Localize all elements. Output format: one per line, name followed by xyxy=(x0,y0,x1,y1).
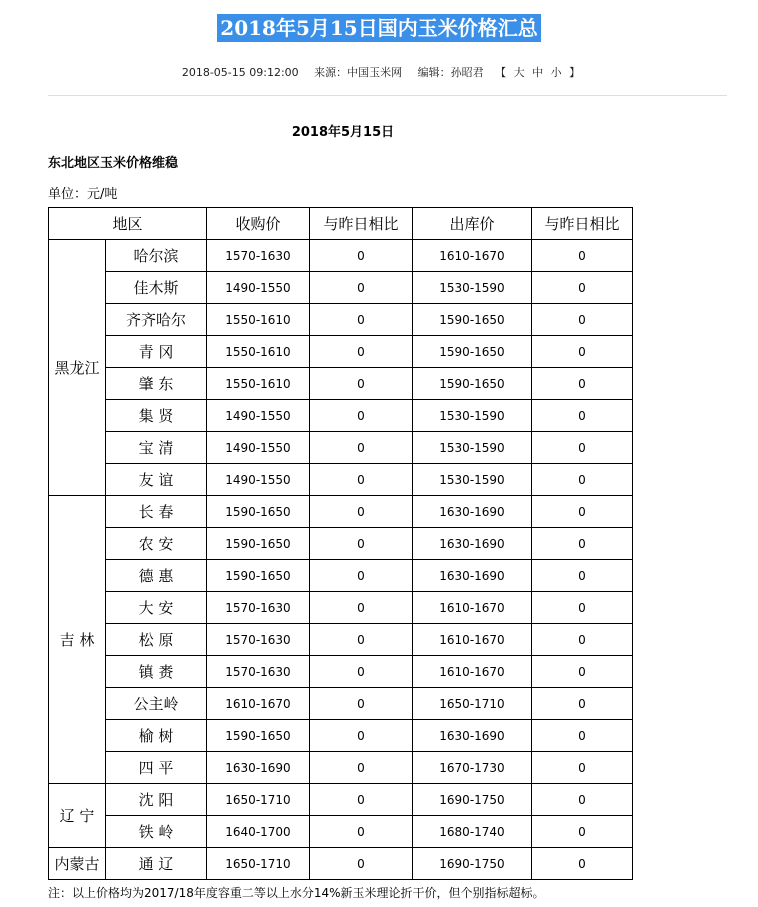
out-change-cell: 0 xyxy=(532,560,633,592)
city-cell: 沈 阳 xyxy=(106,784,207,816)
out-change-cell: 0 xyxy=(532,304,633,336)
out-price-cell: 1530-1590 xyxy=(413,464,532,496)
city-cell: 铁 岭 xyxy=(106,816,207,848)
out-change-cell: 0 xyxy=(532,272,633,304)
title-wrapper xyxy=(0,14,758,42)
buy-price-cell: 1640-1700 xyxy=(207,816,310,848)
city-cell: 松 原 xyxy=(106,624,207,656)
buy-change-cell: 0 xyxy=(310,240,413,272)
out-price-cell: 1630-1690 xyxy=(413,496,532,528)
table-row xyxy=(49,432,633,464)
out-change-cell: 0 xyxy=(532,848,633,880)
header-out-change: 与昨日相比 xyxy=(532,208,633,240)
buy-price-cell: 1570-1630 xyxy=(207,592,310,624)
out-price-cell: 1650-1710 xyxy=(413,688,532,720)
buy-change-cell: 0 xyxy=(310,464,413,496)
buy-price-cell: 1490-1550 xyxy=(207,400,310,432)
header-divider xyxy=(48,95,727,96)
out-price-cell: 1630-1690 xyxy=(413,720,532,752)
table-row xyxy=(49,336,633,368)
out-change-cell: 0 xyxy=(532,688,633,720)
city-cell: 榆 树 xyxy=(106,720,207,752)
buy-change-cell: 0 xyxy=(310,272,413,304)
buy-price-cell: 1490-1550 xyxy=(207,464,310,496)
out-price-cell: 1670-1730 xyxy=(413,752,532,784)
buy-change-cell: 0 xyxy=(310,656,413,688)
table-row xyxy=(49,304,633,336)
city-cell: 肇 东 xyxy=(106,368,207,400)
font-size-large-link[interactable]: 大 xyxy=(513,66,525,79)
table-body xyxy=(49,240,633,880)
buy-change-cell: 0 xyxy=(310,784,413,816)
buy-change-cell: 0 xyxy=(310,688,413,720)
out-change-cell: 0 xyxy=(532,816,633,848)
out-price-cell: 1590-1650 xyxy=(413,368,532,400)
out-change-cell: 0 xyxy=(532,496,633,528)
table-header-row xyxy=(49,208,633,240)
buy-price-cell: 1590-1650 xyxy=(207,720,310,752)
buy-change-cell: 0 xyxy=(310,368,413,400)
city-cell: 公主岭 xyxy=(106,688,207,720)
city-cell: 集 贤 xyxy=(106,400,207,432)
footnote: 注：以上价格均为2017/18年度容重二等以上水分14%新玉米理论折干价，但个别指标超标。 xyxy=(48,886,545,900)
table-row xyxy=(49,464,633,496)
region-cell: 黑龙江 xyxy=(49,240,106,496)
unit-label: 单位：元/吨 xyxy=(48,187,118,202)
city-cell: 四 平 xyxy=(106,752,207,784)
table-row xyxy=(49,784,633,816)
out-price-cell: 1680-1740 xyxy=(413,816,532,848)
header-buy-price: 收购价 xyxy=(207,208,310,240)
out-price-cell: 1590-1650 xyxy=(413,304,532,336)
table-row xyxy=(49,752,633,784)
buy-price-cell: 1570-1630 xyxy=(207,240,310,272)
buy-change-cell: 0 xyxy=(310,400,413,432)
out-change-cell: 0 xyxy=(532,720,633,752)
article-title: 2018年5月15日国内玉米价格汇总 xyxy=(217,14,540,42)
out-price-cell: 1610-1670 xyxy=(413,656,532,688)
buy-change-cell: 0 xyxy=(310,624,413,656)
buy-price-cell: 1650-1710 xyxy=(207,848,310,880)
out-change-cell: 0 xyxy=(532,752,633,784)
out-change-cell: 0 xyxy=(532,240,633,272)
table-row xyxy=(49,368,633,400)
region-cell: 内蒙古 xyxy=(49,848,106,880)
region-cell: 辽 宁 xyxy=(49,784,106,848)
buy-price-cell: 1490-1550 xyxy=(207,432,310,464)
table-row xyxy=(49,624,633,656)
buy-price-cell: 1550-1610 xyxy=(207,304,310,336)
table-row xyxy=(49,816,633,848)
font-size-medium-link[interactable]: 中 xyxy=(532,66,544,79)
source-label: 来源：中国玉米网 xyxy=(314,66,403,79)
out-change-cell: 0 xyxy=(532,656,633,688)
out-change-cell: 0 xyxy=(532,368,633,400)
buy-change-cell: 0 xyxy=(310,848,413,880)
buy-change-cell: 0 xyxy=(310,304,413,336)
out-price-cell: 1630-1690 xyxy=(413,560,532,592)
out-price-cell: 1610-1670 xyxy=(413,624,532,656)
city-cell: 长 春 xyxy=(106,496,207,528)
table-row xyxy=(49,688,633,720)
out-change-cell: 0 xyxy=(532,432,633,464)
city-cell: 佳木斯 xyxy=(106,272,207,304)
table-row xyxy=(49,848,633,880)
buy-change-cell: 0 xyxy=(310,336,413,368)
out-price-cell: 1610-1670 xyxy=(413,592,532,624)
price-table xyxy=(48,207,633,880)
table-row xyxy=(49,720,633,752)
publish-datetime: 2018-05-15 09:12:00 xyxy=(181,66,299,79)
buy-change-cell: 0 xyxy=(310,592,413,624)
buy-price-cell: 1590-1650 xyxy=(207,560,310,592)
city-cell: 友 谊 xyxy=(106,464,207,496)
table-row xyxy=(49,400,633,432)
out-change-cell: 0 xyxy=(532,336,633,368)
out-price-cell: 1530-1590 xyxy=(413,432,532,464)
out-change-cell: 0 xyxy=(532,592,633,624)
date-heading: 2018年5月15日 xyxy=(291,125,395,140)
buy-change-cell: 0 xyxy=(310,752,413,784)
city-cell: 镇 赉 xyxy=(106,656,207,688)
font-size-bracket-open: 【 xyxy=(495,66,507,79)
table-row xyxy=(49,240,633,272)
out-price-cell: 1690-1750 xyxy=(413,848,532,880)
city-cell: 德 惠 xyxy=(106,560,207,592)
out-price-cell: 1530-1590 xyxy=(413,400,532,432)
buy-price-cell: 1610-1670 xyxy=(207,688,310,720)
out-change-cell: 0 xyxy=(532,528,633,560)
city-cell: 通 辽 xyxy=(106,848,207,880)
region-cell: 吉 林 xyxy=(49,496,106,784)
buy-price-cell: 1630-1690 xyxy=(207,752,310,784)
city-cell: 大 安 xyxy=(106,592,207,624)
buy-price-cell: 1550-1610 xyxy=(207,336,310,368)
header-out-price: 出库价 xyxy=(413,208,532,240)
table-row xyxy=(49,272,633,304)
out-change-cell: 0 xyxy=(532,400,633,432)
out-change-cell: 0 xyxy=(532,464,633,496)
buy-change-cell: 0 xyxy=(310,528,413,560)
buy-price-cell: 1490-1550 xyxy=(207,272,310,304)
out-price-cell: 1590-1650 xyxy=(413,336,532,368)
font-size-bracket-close: 】 xyxy=(569,66,581,79)
city-cell: 青 冈 xyxy=(106,336,207,368)
table-row xyxy=(49,656,633,688)
buy-change-cell: 0 xyxy=(310,560,413,592)
table-row xyxy=(49,528,633,560)
buy-change-cell: 0 xyxy=(310,432,413,464)
table-row xyxy=(49,560,633,592)
out-price-cell: 1630-1690 xyxy=(413,528,532,560)
city-cell: 哈尔滨 xyxy=(106,240,207,272)
buy-change-cell: 0 xyxy=(310,496,413,528)
header-region: 地区 xyxy=(49,208,207,240)
header-buy-change: 与昨日相比 xyxy=(310,208,413,240)
article-meta xyxy=(0,64,758,80)
city-cell: 宝 清 xyxy=(106,432,207,464)
buy-price-cell: 1590-1650 xyxy=(207,528,310,560)
section-subheading: 东北地区玉米价格维稳 xyxy=(48,156,179,171)
city-cell: 齐齐哈尔 xyxy=(106,304,207,336)
buy-price-cell: 1590-1650 xyxy=(207,496,310,528)
buy-price-cell: 1650-1710 xyxy=(207,784,310,816)
buy-change-cell: 0 xyxy=(310,720,413,752)
out-price-cell: 1610-1670 xyxy=(413,240,532,272)
editor-label: 编辑：孙昭君 xyxy=(417,66,484,79)
font-size-small-link[interactable]: 小 xyxy=(550,66,562,79)
out-change-cell: 0 xyxy=(532,784,633,816)
table-row xyxy=(49,496,633,528)
out-price-cell: 1690-1750 xyxy=(413,784,532,816)
city-cell: 农 安 xyxy=(106,528,207,560)
out-price-cell: 1530-1590 xyxy=(413,272,532,304)
buy-price-cell: 1550-1610 xyxy=(207,368,310,400)
buy-change-cell: 0 xyxy=(310,816,413,848)
buy-price-cell: 1570-1630 xyxy=(207,624,310,656)
out-change-cell: 0 xyxy=(532,624,633,656)
buy-price-cell: 1570-1630 xyxy=(207,656,310,688)
table-row xyxy=(49,592,633,624)
